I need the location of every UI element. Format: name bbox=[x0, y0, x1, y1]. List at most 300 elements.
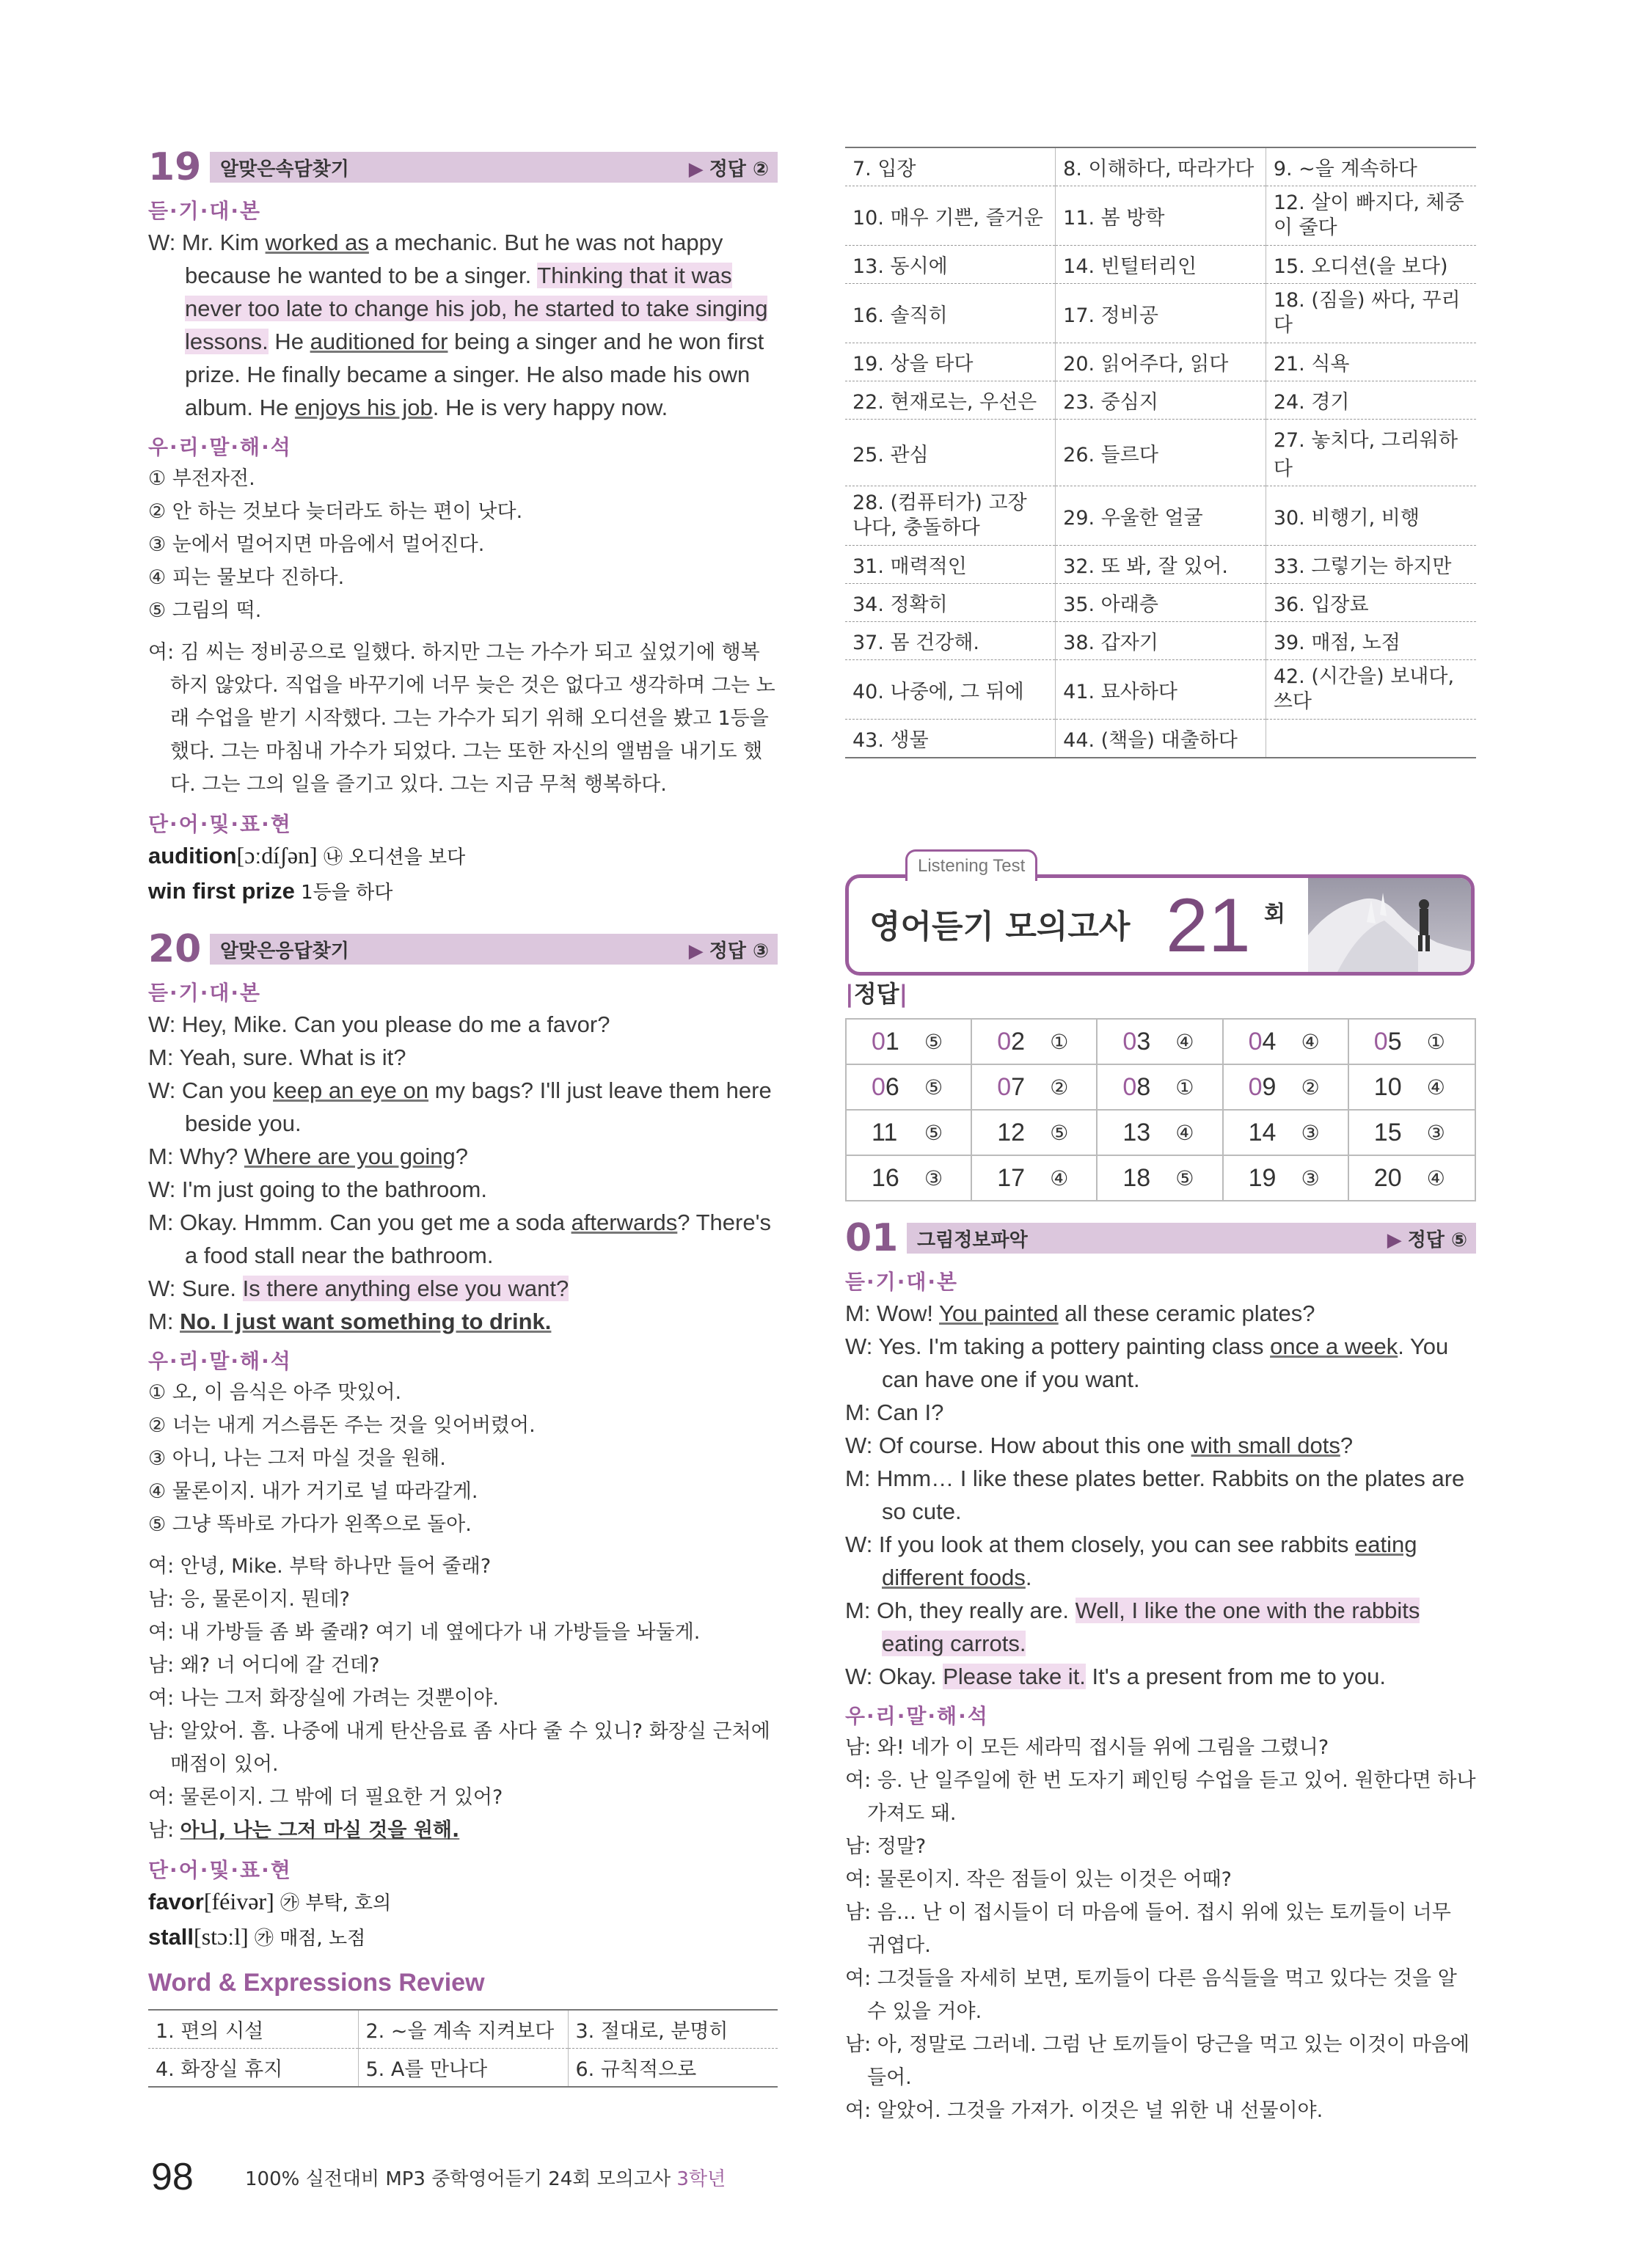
table-cell: 3. 절대로, 분명히 bbox=[568, 2010, 778, 2049]
text-segment: 남: 음… 난 이 접시들이 더 마음에 들어. 접시 위에 있는 토끼들이 너무 귀엽다. bbox=[845, 1901, 1451, 1957]
text-segment: my bags? I'll just leave them here beside you. bbox=[185, 1078, 772, 1136]
review-table-left bbox=[148, 2009, 778, 2088]
answer-cell bbox=[1224, 1111, 1349, 1156]
table-cell: 16. 솔직히 bbox=[845, 284, 1056, 343]
text-segment: He bbox=[268, 329, 310, 354]
text-segment: . bbox=[1025, 1565, 1032, 1590]
text-line bbox=[148, 1814, 778, 1847]
table-cell: 21. 식욕 bbox=[1266, 343, 1476, 381]
text-line bbox=[148, 1206, 778, 1272]
right-column bbox=[845, 147, 1476, 2127]
text-line bbox=[845, 1528, 1476, 1594]
question-header bbox=[845, 1218, 1476, 1259]
text-line bbox=[148, 1550, 778, 1583]
text-segment: No. I just want something to drink. bbox=[180, 1309, 552, 1334]
text-segment: enjoys his job bbox=[294, 395, 433, 420]
answer-cell bbox=[1224, 1020, 1349, 1065]
text-line bbox=[845, 1896, 1476, 1962]
vocab-list bbox=[148, 839, 778, 910]
option-item: ① 오, 이 음식은 아주 맛있어. bbox=[148, 1381, 402, 1404]
text-line bbox=[845, 1594, 1476, 1660]
text-segment: M: Why? bbox=[148, 1144, 244, 1169]
dialogue bbox=[148, 226, 778, 424]
table-cell: 35. 아래층 bbox=[1056, 584, 1266, 622]
question-19 bbox=[148, 147, 778, 910]
answer-cell bbox=[972, 1020, 1098, 1065]
question-number: 19 bbox=[148, 145, 202, 189]
table-cell: 26. 들르다 bbox=[1056, 420, 1266, 486]
text-segment: 여: 그것들을 자세히 보면, 토끼들이 다른 음식들을 먹고 있다는 것을 알 수 있을 거야. bbox=[845, 1967, 1457, 2023]
text-line bbox=[845, 1330, 1476, 1396]
korean-translation bbox=[148, 1550, 778, 1847]
text-segment: Well, I like the one with the rabbits eating carrots. bbox=[882, 1598, 1420, 1656]
text-segment: being a singer and he won first prize. He finally became a singer. He also made his own album. He bbox=[185, 329, 764, 420]
answer-cell bbox=[1349, 1065, 1475, 1111]
option-item: ⑤ 그냥 똑바로 가다가 왼쪽으로 돌아. bbox=[148, 1513, 472, 1536]
text-line bbox=[845, 1962, 1476, 2028]
answer-text: 정답 ③ bbox=[709, 940, 769, 962]
table-cell: 19. 상을 타다 bbox=[845, 343, 1056, 381]
text-segment: 아니, 나는 그저 마실 것을 원해. bbox=[180, 1819, 460, 1842]
text-line bbox=[148, 1616, 778, 1649]
table-cell: 14. 빈털터리인 bbox=[1056, 246, 1266, 284]
text-segment: 남: 정말? bbox=[845, 1835, 927, 1858]
table-row bbox=[148, 2049, 778, 2088]
question-header bbox=[148, 147, 778, 188]
dialogue bbox=[845, 1297, 1476, 1693]
answer-cell bbox=[1224, 1065, 1349, 1111]
answer-cell bbox=[1349, 1111, 1475, 1156]
text-line bbox=[148, 1140, 778, 1173]
text-segment: M: bbox=[148, 1309, 180, 1334]
text-segment: 여: 응. 난 일주일에 한 번 도자기 페인팅 수업을 듣고 있어. 원한다면 하나 가져도 돼. bbox=[845, 1769, 1476, 1825]
answer-number: 17 bbox=[997, 1163, 1026, 1192]
answer-text: 정답 ⑤ bbox=[1407, 1229, 1467, 1251]
table-row bbox=[845, 486, 1476, 546]
table-cell: 37. 몸 건강해. bbox=[845, 622, 1056, 660]
answers-label: 정답 bbox=[853, 980, 899, 1008]
text-segment: all these ceramic plates? bbox=[1058, 1301, 1315, 1326]
answer-choice: ① bbox=[1050, 1029, 1069, 1054]
section-label-dialogue: 듣·기·대·본 bbox=[148, 199, 262, 223]
korean-translation bbox=[148, 636, 778, 801]
table-cell: 10. 매우 기쁜, 즐거운 bbox=[845, 186, 1056, 246]
text-segment: 여: 물론이지. 작은 점들이 있는 이것은 어때? bbox=[845, 1868, 1232, 1891]
answers-heading: |정답| bbox=[845, 980, 908, 1008]
text-segment: . He is very happy now. bbox=[432, 395, 668, 420]
table-row bbox=[845, 186, 1476, 246]
section-label-translation: 우·리·말·해·석 bbox=[148, 435, 292, 459]
answer-cell bbox=[1098, 1020, 1223, 1065]
answer-number: 14 bbox=[1248, 1118, 1277, 1146]
answer-choice: ② bbox=[1301, 1075, 1320, 1100]
text-segment: W: Mr. Kim bbox=[148, 230, 266, 255]
text-line bbox=[845, 1396, 1476, 1429]
text-segment: 남: 와! 네가 이 모든 세라믹 접시들 위에 그림을 그렸니? bbox=[845, 1736, 1329, 1759]
answer-cell bbox=[1098, 1111, 1223, 1156]
text-segment: Is there anything else you want? bbox=[242, 1276, 569, 1301]
option-item: ② 안 하는 것보다 늦더라도 하는 편이 낫다. bbox=[148, 500, 523, 523]
text-line bbox=[845, 1462, 1476, 1528]
text-line bbox=[148, 1715, 778, 1781]
text-segment: 여: 내 가방들 좀 봐 줄래? 여기 네 옆에다가 내 가방들을 놔둘게. bbox=[148, 1621, 701, 1644]
question-header bbox=[148, 929, 778, 970]
vocab-item bbox=[148, 1920, 778, 1956]
text-line bbox=[148, 1583, 778, 1616]
book-title: 100% 실전대비 MP3 중학영어듣기 24회 모의고사 bbox=[245, 2168, 671, 2190]
vocab-word: audition bbox=[148, 843, 237, 868]
table-cell: 39. 매점, 노점 bbox=[1266, 622, 1476, 660]
table-cell: 40. 나중에, 그 뒤에 bbox=[845, 660, 1056, 720]
table-cell: 24. 경기 bbox=[1266, 381, 1476, 420]
review-title: Word & Expressions Review bbox=[148, 1969, 485, 1997]
test-title-box bbox=[845, 874, 1475, 976]
answer-number: 06 bbox=[872, 1072, 899, 1101]
table-cell: 44. (책을) 대출하다 bbox=[1056, 720, 1266, 758]
text-segment: 여: 나는 그저 화장실에 가려는 것뿐이야. bbox=[148, 1687, 499, 1710]
triangle-icon: ▶ bbox=[688, 158, 704, 180]
vocab-phonetic: [ɔːdíʃən] bbox=[236, 842, 318, 868]
answer-cell bbox=[847, 1065, 972, 1111]
vocab-meaning: 1등을 하다 bbox=[294, 882, 393, 904]
text-segment: M: Hmm… I like these plates better. Rabbits on the plates are so cute. bbox=[845, 1466, 1465, 1524]
question-topic: 그림정보파악 bbox=[917, 1229, 1028, 1251]
answer-choice: ⑤ bbox=[1175, 1166, 1194, 1190]
text-segment: 여: 안녕, Mike. 부탁 하나만 들어 줄래? bbox=[148, 1555, 492, 1578]
option-item: ② 너는 내게 거스름돈 주는 것을 잊어버렸어. bbox=[148, 1414, 536, 1437]
vocab-word: win first prize bbox=[148, 878, 295, 904]
table-row bbox=[845, 622, 1476, 660]
text-line bbox=[148, 1074, 778, 1140]
test-suffix: 회 bbox=[1264, 901, 1285, 927]
table-row bbox=[845, 660, 1476, 720]
answer-choice: ③ bbox=[1426, 1120, 1445, 1145]
answer-label bbox=[1387, 1225, 1467, 1252]
text-segment: Where are you going bbox=[244, 1144, 456, 1169]
text-line bbox=[845, 1429, 1476, 1462]
option-list bbox=[148, 1376, 778, 1541]
text-segment: ? bbox=[1340, 1433, 1354, 1458]
answer-choice: ④ bbox=[1426, 1075, 1445, 1100]
answer-number: 07 bbox=[997, 1072, 1026, 1101]
vocab-item bbox=[148, 1885, 778, 1920]
table-cell: 32. 또 봐, 잘 있어. bbox=[1056, 546, 1266, 584]
vocab-item bbox=[148, 874, 778, 910]
vocab-list bbox=[148, 1885, 778, 1956]
table-cell: 36. 입장료 bbox=[1266, 584, 1476, 622]
table-cell: 41. 묘사하다 bbox=[1056, 660, 1266, 720]
text-segment: 여: 물론이지. 그 밖에 더 필요한 거 있어? bbox=[148, 1786, 503, 1809]
question-topic: 알맞은응답찾기 bbox=[220, 940, 349, 962]
dialogue bbox=[148, 1008, 778, 1338]
answer-text: 정답 ② bbox=[709, 158, 769, 180]
text-segment: . You can have one if you want. bbox=[882, 1334, 1449, 1392]
vocab-phonetic: [féivər] bbox=[203, 1888, 274, 1914]
section-label-dialogue: 듣·기·대·본 bbox=[845, 1270, 959, 1294]
text-segment: with small dots bbox=[1191, 1433, 1340, 1458]
table-cell: 42. (시간을) 보내다, 쓰다 bbox=[1266, 660, 1476, 720]
answer-cell bbox=[847, 1111, 972, 1156]
vocab-meaning: ㉮ 부탁, 호의 bbox=[274, 1892, 392, 1914]
text-segment: 남: 아, 정말로 그러네. 그럼 난 토끼들이 당근을 먹고 있는 이것이 마음에 들어. bbox=[845, 2033, 1469, 2089]
text-segment: M: Can I? bbox=[845, 1400, 944, 1425]
text-segment: Please take it. bbox=[943, 1664, 1086, 1689]
answer-number: 05 bbox=[1373, 1027, 1402, 1056]
test-tab: Listening Test bbox=[905, 849, 1037, 881]
text-segment: W: Can you bbox=[148, 1078, 274, 1103]
test-banner bbox=[845, 852, 1476, 968]
text-segment: worked as bbox=[265, 230, 369, 255]
table-cell: 15. 오디션(을 보다) bbox=[1266, 246, 1476, 284]
table-cell: 13. 동시에 bbox=[845, 246, 1056, 284]
question-bar bbox=[210, 934, 778, 965]
text-line bbox=[845, 1764, 1476, 1830]
answer-cell bbox=[972, 1065, 1098, 1111]
answer-choice: ⑤ bbox=[924, 1075, 943, 1100]
text-line bbox=[148, 636, 778, 801]
table-cell: 4. 화장실 휴지 bbox=[148, 2049, 358, 2088]
text-segment: M: Wow! bbox=[845, 1301, 940, 1326]
text-segment: It's a present from me to you. bbox=[1085, 1664, 1387, 1689]
table-cell: 18. (짐을) 싸다, 꾸리다 bbox=[1266, 284, 1476, 343]
table-cell: 34. 정확히 bbox=[845, 584, 1056, 622]
table-row bbox=[845, 546, 1476, 584]
text-line bbox=[148, 1008, 778, 1041]
text-segment: M: Yeah, sure. What is it? bbox=[148, 1045, 406, 1070]
answer-label bbox=[689, 936, 769, 963]
answer-choice: ② bbox=[1050, 1075, 1069, 1100]
text-line bbox=[845, 2094, 1476, 2127]
text-segment: W: Yes. I'm taking a pottery painting class bbox=[845, 1334, 1271, 1359]
page-footer bbox=[151, 2155, 726, 2199]
text-segment: W: If you look at them closely, you can see rabbits bbox=[845, 1532, 1355, 1557]
text-line bbox=[148, 1173, 778, 1206]
question-bar bbox=[210, 152, 778, 183]
question-bar bbox=[907, 1223, 1476, 1254]
text-segment: 남: 응, 물론이지. 뭔데? bbox=[148, 1588, 350, 1611]
table-cell: 28. (컴퓨터가) 고장 나다, 충돌하다 bbox=[845, 486, 1056, 546]
text-segment: keep an eye on bbox=[273, 1078, 429, 1103]
table-cell: 17. 정비공 bbox=[1056, 284, 1266, 343]
table-cell: 6. 규칙적으로 bbox=[568, 2049, 778, 2088]
text-segment: eating different foods bbox=[882, 1532, 1417, 1590]
vocab-phonetic: [stɔːl] bbox=[194, 1923, 249, 1950]
text-line bbox=[148, 1272, 778, 1305]
text-line bbox=[845, 1830, 1476, 1863]
text-segment: 여: 김 씨는 정비공으로 일했다. 하지만 그는 가수가 되고 싶었기에 행복하지 않았다. 직업을 바꾸기에 너무 늦은 것은 없다고 생각하며 그는 노래 수업을 받기 시작했다. 그는 가수가 되기 위해 오디션을 봤고 1등을 했다. 그는 마침내 가수가 되었다. 그는 또한 자신의 앨범을 내기도 했다. 그는 그의 일을 즐기고 있다. 그는 지금 무척 행복하다. bbox=[148, 641, 775, 796]
answer-number: 13 bbox=[1122, 1118, 1151, 1146]
answer-choice: ① bbox=[1175, 1075, 1194, 1100]
text-segment: once a week bbox=[1270, 1334, 1398, 1359]
text-segment: M: Oh, they really are. bbox=[845, 1598, 1076, 1623]
text-segment: W: I'm just going to the bathroom. bbox=[148, 1177, 487, 1202]
answer-grid bbox=[845, 1018, 1476, 1201]
section-label-vocab: 단·어·및·표·현 bbox=[148, 812, 292, 836]
answer-choice: ④ bbox=[1426, 1166, 1445, 1190]
text-segment: W: Okay. bbox=[845, 1664, 943, 1689]
option-item: ③ 아니, 나는 그저 마실 것을 원해. bbox=[148, 1447, 446, 1470]
text-segment: auditioned for bbox=[310, 329, 448, 354]
answer-choice: ③ bbox=[924, 1166, 943, 1190]
table-cell: 22. 현재로는, 우선은 bbox=[845, 381, 1056, 420]
text-segment: ? There's a food stall near the bathroom. bbox=[185, 1210, 771, 1268]
table-cell: 9. ~을 계속하다 bbox=[1266, 147, 1476, 186]
text-segment: 남: 왜? 너 어디에 갈 건데? bbox=[148, 1654, 380, 1677]
table-cell: 11. 봄 방학 bbox=[1056, 186, 1266, 246]
answer-cell bbox=[1224, 1156, 1349, 1200]
table-cell: 30. 비행기, 비행 bbox=[1266, 486, 1476, 546]
answer-number: 09 bbox=[1248, 1072, 1277, 1101]
text-line bbox=[845, 2028, 1476, 2094]
test-title: 영어듣기 모의고사 bbox=[869, 908, 1131, 945]
table-row bbox=[845, 720, 1476, 758]
answer-choice: ③ bbox=[1301, 1166, 1320, 1190]
text-segment: 여: 알았어. 그것을 가져가. 이것은 널 위한 내 선물이야. bbox=[845, 2099, 1323, 2122]
answer-choice: ⑤ bbox=[924, 1120, 943, 1145]
answer-choice: ④ bbox=[1175, 1120, 1194, 1145]
table-cell: 38. 갑자기 bbox=[1056, 622, 1266, 660]
answer-cell bbox=[1098, 1156, 1223, 1200]
text-segment: Thinking that it was never too late to change his job, he started to take singing lessons. bbox=[185, 263, 768, 354]
answer-number: 03 bbox=[1122, 1027, 1151, 1056]
text-segment: ? bbox=[455, 1144, 468, 1169]
question-20 bbox=[148, 929, 778, 1956]
table-cell: 20. 읽어주다, 읽다 bbox=[1056, 343, 1266, 381]
question-topic: 알맞은속담찾기 bbox=[220, 158, 349, 180]
table-cell: 23. 중심지 bbox=[1056, 381, 1266, 420]
answer-choice: ④ bbox=[1301, 1029, 1320, 1054]
answer-cell bbox=[1349, 1020, 1475, 1065]
table-row bbox=[148, 2010, 778, 2049]
table-row bbox=[845, 584, 1476, 622]
text-segment: W: Sure. bbox=[148, 1276, 243, 1301]
text-segment: a mechanic. But he was not happy because he wanted to be a singer. bbox=[185, 230, 723, 288]
question-number: 20 bbox=[148, 927, 202, 971]
answer-cell bbox=[847, 1020, 972, 1065]
table-row bbox=[845, 246, 1476, 284]
text-line bbox=[148, 1041, 778, 1074]
section-label-translation: 우·리·말·해·석 bbox=[845, 1704, 989, 1728]
review-table-right bbox=[845, 147, 1476, 758]
text-line bbox=[148, 226, 778, 424]
section-label-translation: 우·리·말·해·석 bbox=[148, 1349, 292, 1373]
text-segment: W: Of course. How about this one bbox=[845, 1433, 1191, 1458]
answer-number: 16 bbox=[872, 1163, 899, 1192]
table-cell: 8. 이해하다, 따라가다 bbox=[1056, 147, 1266, 186]
answer-number: 08 bbox=[1122, 1072, 1151, 1101]
table-cell: 12. 살이 빠지다, 체중이 줄다 bbox=[1266, 186, 1476, 246]
table-cell: 29. 우울한 얼굴 bbox=[1056, 486, 1266, 546]
answer-cell bbox=[1349, 1156, 1475, 1200]
question-01 bbox=[845, 1218, 1476, 2127]
answer-cell bbox=[972, 1111, 1098, 1156]
vocab-word: favor bbox=[148, 1889, 204, 1914]
section-label-vocab: 단·어·및·표·현 bbox=[148, 1858, 292, 1882]
answer-number: 04 bbox=[1248, 1027, 1277, 1056]
option-item: ③ 눈에서 멀어지면 마음에서 멀어진다. bbox=[148, 533, 485, 556]
table-cell: 27. 놓치다, 그리워하다 bbox=[1266, 420, 1476, 486]
table-cell: 1. 편의 시설 bbox=[148, 2010, 358, 2049]
text-line bbox=[148, 1305, 778, 1338]
section-label-dialogue: 듣·기·대·본 bbox=[148, 981, 262, 1005]
answer-number: 20 bbox=[1373, 1163, 1402, 1192]
table-row bbox=[845, 147, 1476, 186]
answer-choice: ④ bbox=[1050, 1166, 1069, 1190]
option-item: ④ 피는 물보다 진하다. bbox=[148, 566, 345, 589]
table-cell: 31. 매력적인 bbox=[845, 546, 1056, 584]
text-segment: 남: 알았어. 흠. 나중에 내게 탄산음료 좀 사다 줄 수 있니? 화장실 근처에 매점이 있어. bbox=[148, 1720, 770, 1776]
answer-number: 01 bbox=[872, 1027, 899, 1056]
footer-text bbox=[245, 2164, 726, 2191]
answer-cell bbox=[1098, 1065, 1223, 1111]
page-number: 98 bbox=[151, 2156, 194, 2198]
answer-choice: ⑤ bbox=[924, 1029, 943, 1054]
answer-choice: ① bbox=[1426, 1029, 1445, 1054]
snow-photo-image bbox=[1308, 878, 1471, 972]
triangle-icon: ▶ bbox=[688, 940, 704, 962]
text-segment: 남: bbox=[148, 1819, 180, 1842]
answer-number: 19 bbox=[1248, 1163, 1277, 1192]
table-cell: 7. 입장 bbox=[845, 147, 1056, 186]
vocab-meaning: ㉮ 매점, 노점 bbox=[248, 1928, 366, 1950]
text-line bbox=[148, 1781, 778, 1814]
option-list bbox=[148, 462, 778, 627]
answer-number: 18 bbox=[1122, 1163, 1151, 1192]
text-segment: You painted bbox=[939, 1301, 1059, 1326]
answer-choice: ③ bbox=[1301, 1120, 1320, 1145]
table-cell: 25. 관심 bbox=[845, 420, 1056, 486]
korean-translation bbox=[845, 1731, 1476, 2127]
grade-label: 3학년 bbox=[676, 2168, 726, 2190]
option-item: ① 부전자전. bbox=[148, 467, 255, 490]
table-row bbox=[845, 343, 1476, 381]
answer-number: 11 bbox=[872, 1118, 898, 1146]
option-item: ④ 물론이지. 내가 거기로 널 따라갈게. bbox=[148, 1480, 478, 1503]
test-number: 21 bbox=[1166, 883, 1251, 968]
text-segment: W: Hey, Mike. Can you please do me a favor? bbox=[148, 1012, 610, 1037]
table-cell: 33. 그렇기는 하지만 bbox=[1266, 546, 1476, 584]
answer-cell bbox=[847, 1156, 972, 1200]
answer-number: 15 bbox=[1373, 1118, 1402, 1146]
text-line bbox=[845, 1660, 1476, 1693]
left-column bbox=[148, 147, 778, 2088]
answer-label bbox=[689, 154, 769, 181]
text-line bbox=[148, 1682, 778, 1715]
table-cell: 2. ~을 계속 지켜보다 bbox=[358, 2010, 568, 2049]
answer-choice: ⑤ bbox=[1050, 1120, 1069, 1145]
table-row bbox=[845, 420, 1476, 486]
answer-choice: ④ bbox=[1175, 1029, 1194, 1054]
text-segment: afterwards bbox=[571, 1210, 678, 1235]
table-row bbox=[845, 381, 1476, 420]
vocab-item bbox=[148, 839, 778, 874]
vocab-meaning: ㉯ 오디션을 보다 bbox=[317, 846, 466, 868]
option-item: ⑤ 그림의 떡. bbox=[148, 599, 262, 622]
text-line bbox=[148, 1649, 778, 1682]
answer-number: 02 bbox=[997, 1027, 1026, 1056]
answer-number: 10 bbox=[1373, 1072, 1402, 1101]
answer-number: 12 bbox=[997, 1118, 1026, 1146]
text-line bbox=[845, 1731, 1476, 1764]
table-cell: 5. A를 만나다 bbox=[358, 2049, 568, 2088]
answer-cell bbox=[972, 1156, 1098, 1200]
text-line bbox=[845, 1297, 1476, 1330]
text-line bbox=[845, 1863, 1476, 1896]
table-cell bbox=[1266, 720, 1476, 758]
question-number: 01 bbox=[845, 1216, 899, 1260]
triangle-icon: ▶ bbox=[1387, 1229, 1402, 1251]
vocab-word: stall bbox=[148, 1924, 194, 1950]
